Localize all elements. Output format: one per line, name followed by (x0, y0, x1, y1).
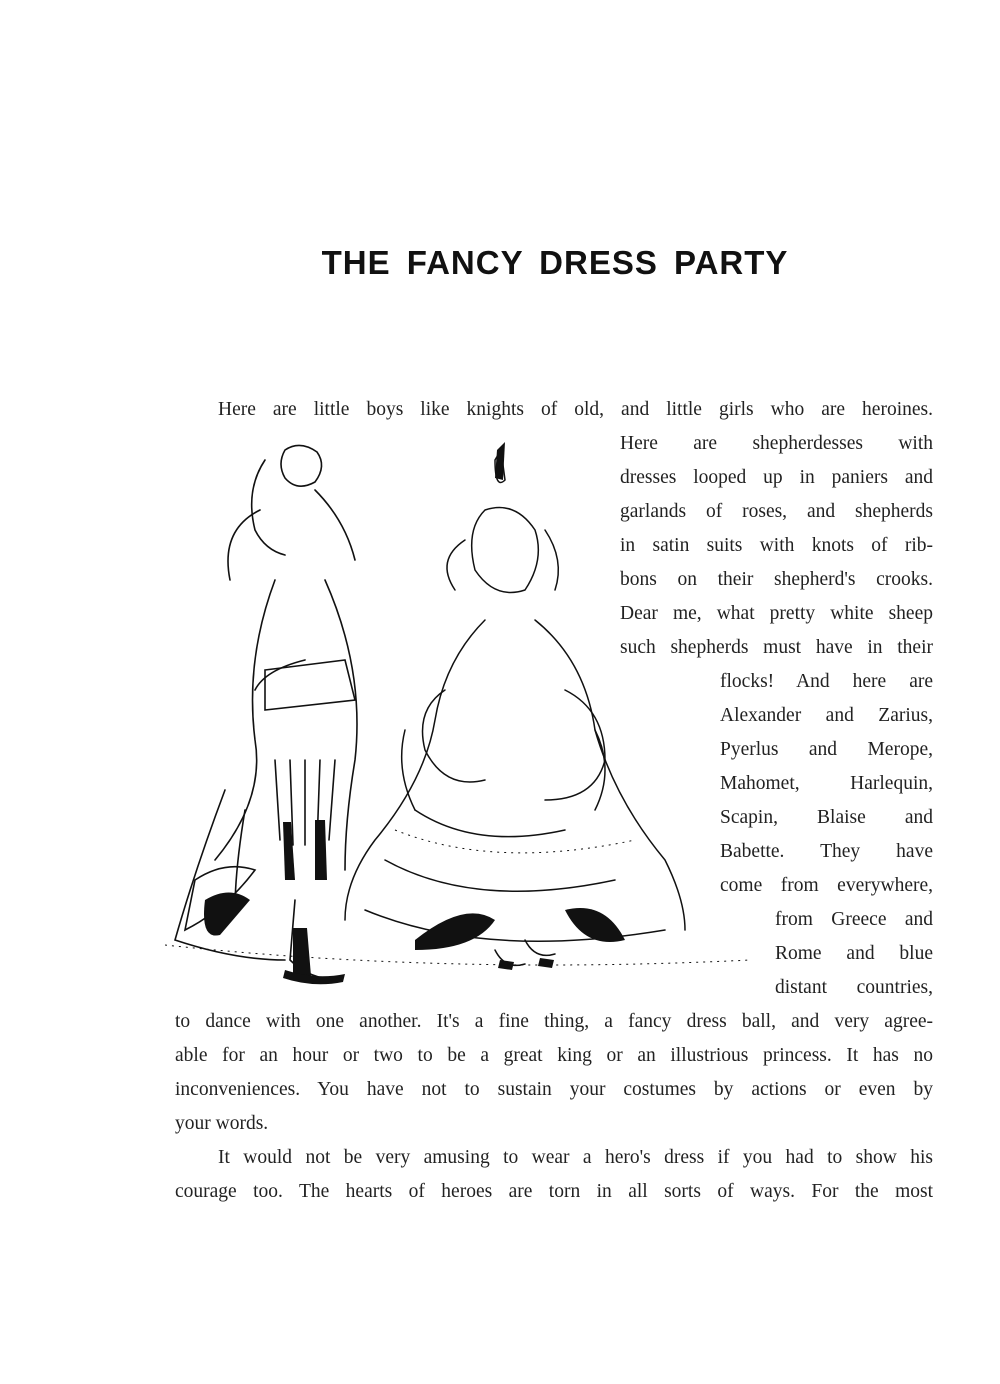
text-line: Alexander and Zarius, (720, 705, 933, 726)
text-line: garlands of roses, and shepherds (620, 501, 933, 522)
text-line: from Greece and (775, 909, 933, 930)
text-line: such shepherds must have in their (620, 637, 933, 658)
text-line: Rome and blue (775, 943, 933, 964)
text-line: Pyerlus and Merope, (720, 739, 933, 760)
text-line: It would not be very amusing to wear a hero's dress if you had to show his (218, 1147, 933, 1168)
text-line: Mahomet, Harlequin, (720, 773, 933, 794)
text-line: Scapin, Blaise and (720, 807, 933, 828)
text-line: in satin suits with knots of rib- (620, 535, 933, 556)
page-title: THE FANCY DRESS PARTY (321, 244, 789, 281)
text-line: courage too. The hearts of heroes are torn in all sorts of ways. For the most (175, 1181, 933, 1202)
text-line: Babette. They have (720, 841, 933, 862)
text-line: flocks! And here are (720, 671, 933, 692)
text-line: dresses looped up in paniers and (620, 467, 933, 488)
text-line: inconveniences. You have not to sustain your costumes by actions or even by (175, 1079, 933, 1100)
text-line: Here are shepherdesses with (620, 433, 933, 454)
text-line: come from everywhere, (720, 875, 933, 896)
text-line: bons on their shepherd's crooks. (620, 569, 933, 590)
text-line: Here are little boys like knights of old, and little girls who are heroines. (218, 399, 933, 420)
text-line: Dear me, what pretty white sheep (620, 603, 933, 624)
text-line: to dance with one another. It's a fine thing, a fancy dress ball, and very agree- (175, 1011, 933, 1032)
text-line: your words. (175, 1113, 269, 1134)
text-line: distant countries, (775, 977, 933, 998)
text-line: able for an hour or two to be a great king or an illustrious princess. It has no (175, 1045, 933, 1066)
